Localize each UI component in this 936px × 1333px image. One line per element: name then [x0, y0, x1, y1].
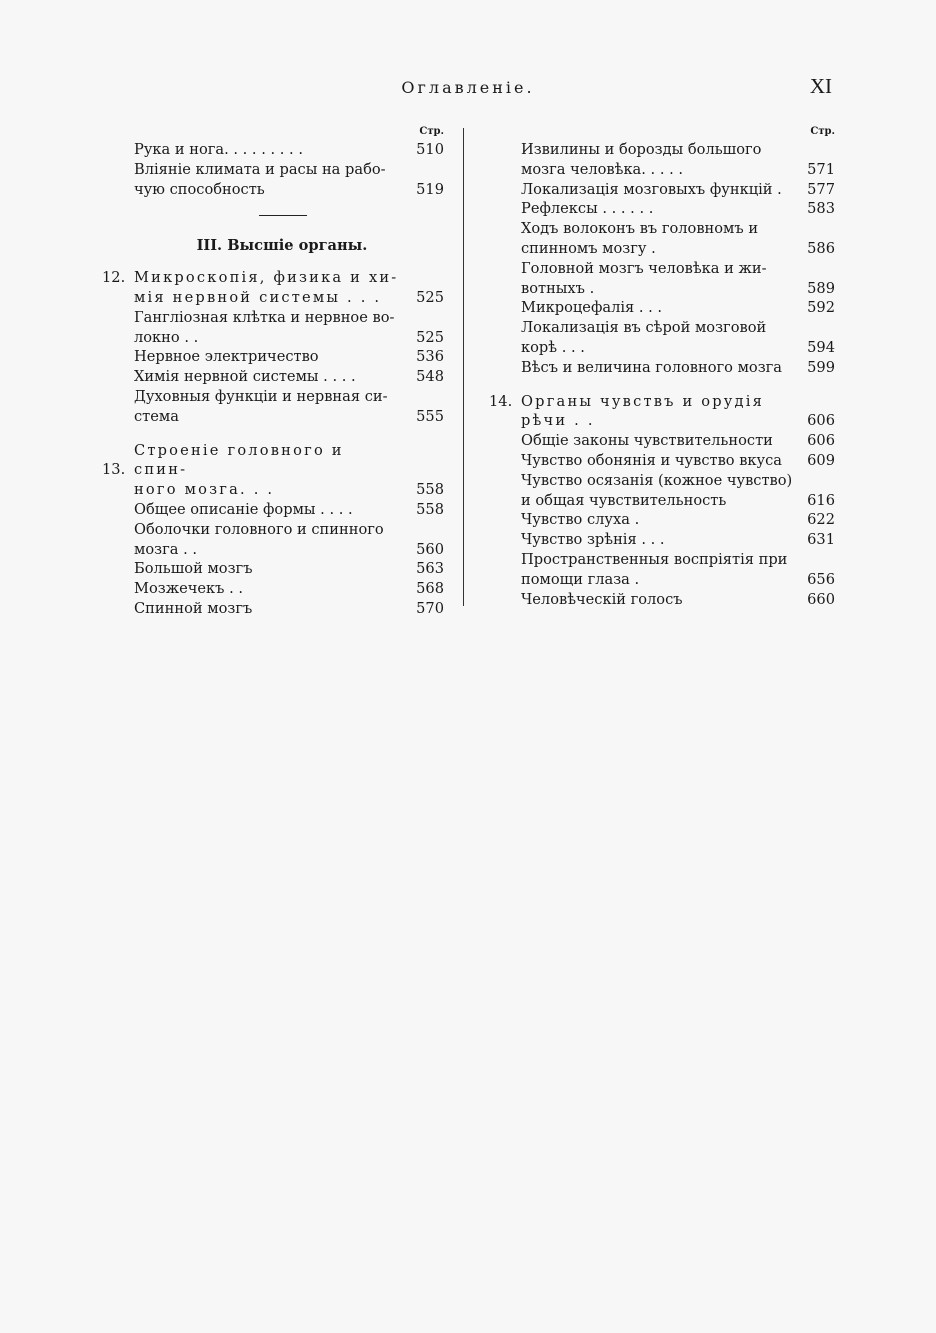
left-top-entries	[102, 140, 444, 199]
toc-entry-title: мія нервной системы . . .	[134, 288, 382, 306]
toc-entry-line	[102, 480, 444, 500]
toc-entry-title: мозга . .	[134, 540, 197, 558]
toc-entry-line	[102, 140, 444, 160]
toc-page-number: 548	[416, 368, 444, 386]
toc-entry-line	[489, 550, 835, 570]
toc-entry-title: Рука и нога. . . . . . . . .	[134, 141, 303, 158]
toc-entry-line	[489, 279, 835, 299]
right-chapter	[489, 392, 835, 610]
page-header-title: Оглавленіе.	[401, 78, 535, 97]
toc-entry-title: Чувство обонянія и чувство вкуса	[521, 451, 783, 469]
toc-entry-line	[489, 199, 835, 219]
toc-page-number: 568	[416, 580, 444, 598]
toc-entry-line	[489, 471, 835, 491]
toc-entry-line	[489, 259, 835, 279]
toc-entry-line	[102, 500, 444, 520]
toc-entry-title: и общая чувствительность	[521, 491, 727, 509]
toc-entry-title: Нервное электричество	[134, 348, 319, 366]
toc-entry-title: мозга человѣка. . . . .	[521, 160, 684, 178]
toc-entry-title: Извилины и борозды большого	[521, 141, 762, 158]
left-column	[102, 124, 444, 619]
toc-page-number: 592	[807, 299, 835, 317]
toc-entry-line	[102, 599, 444, 619]
toc-page-number: 660	[807, 590, 835, 608]
toc-entry-line	[102, 387, 444, 407]
toc-page-number: 525	[416, 328, 444, 346]
toc-entry-line	[489, 298, 835, 318]
left-chapters	[102, 268, 444, 619]
toc-entry-title: Человѣческій голосъ	[521, 590, 683, 608]
toc-entry-line	[102, 441, 444, 481]
right-items	[489, 140, 835, 378]
toc-entry-title: Мозжечекъ . .	[134, 580, 243, 598]
page-column-label: Стр.	[810, 126, 835, 137]
toc-page-number: 510	[416, 141, 444, 158]
toc-entry-line	[102, 160, 444, 180]
toc-page-number: 555	[416, 407, 444, 425]
toc-entry-title: Рефлексы . . . . . .	[521, 200, 654, 218]
toc-entry-line	[489, 491, 835, 511]
toc-entry-line	[102, 540, 444, 560]
toc-entry-title: Чувство осязанія (кожное чувство)	[521, 471, 793, 489]
toc-page-number: 563	[416, 560, 444, 578]
chapter-number: 12.	[102, 269, 126, 287]
toc-entry-line	[102, 328, 444, 348]
toc-entry-title: Ганглiозная клѣтка и нервное во-	[134, 308, 395, 326]
toc-entry-line	[102, 579, 444, 599]
toc-entry-line	[102, 347, 444, 367]
toc-page-number: 577	[807, 180, 835, 198]
toc-entry-title: Оболочки головного и спинного	[134, 520, 384, 538]
toc-entry-title: Общіе законы чувствительности	[521, 432, 773, 450]
toc-entry-line	[489, 219, 835, 239]
toc-entry-line	[102, 288, 444, 308]
column-divider	[463, 128, 464, 606]
page-number: XI	[809, 74, 832, 98]
toc-entry-title: Локализація мозговыхъ функцій .	[521, 180, 782, 198]
toc-entry-title: чую способность	[134, 180, 265, 198]
chapter-gap	[102, 427, 444, 441]
toc-page-number: 536	[416, 348, 444, 366]
toc-page-number: 631	[807, 531, 835, 549]
chapter-number: 13.	[102, 461, 126, 479]
toc-page-number: 583	[807, 200, 835, 218]
toc-page-number: 609	[807, 451, 835, 469]
toc-entry-title: Головной мозгъ человѣка и жи-	[521, 259, 767, 277]
toc-entry-title: Микроцефалія . . .	[521, 299, 663, 317]
toc-entry-line	[489, 239, 835, 259]
toc-page-number: 558	[416, 500, 444, 518]
section-heading: III. Высшіе органы.	[196, 237, 368, 255]
toc-entry-line	[489, 530, 835, 550]
toc-page-number: 525	[416, 288, 444, 306]
toc-page-number: 519	[416, 180, 444, 198]
toc-entry-line	[102, 308, 444, 328]
toc-entry-line	[489, 510, 835, 530]
toc-entry-line	[489, 411, 835, 431]
toc-page-number: 570	[416, 599, 444, 617]
toc-entry-title: Спинной мозгъ	[134, 599, 253, 617]
toc-entry-line	[489, 358, 835, 378]
toc-entry-title: Органы чувствъ и орудія	[521, 392, 765, 410]
toc-page-number: 599	[807, 358, 835, 376]
toc-page-number: 656	[807, 570, 835, 588]
toc-entry-line	[489, 451, 835, 471]
toc-entry-title: корѣ . . .	[521, 338, 585, 356]
toc-page-number: 571	[807, 160, 835, 178]
toc-entry-line	[489, 160, 835, 180]
toc-entry-line	[489, 570, 835, 590]
toc-entry-title: Вліяніе климата и расы на рабо-	[134, 160, 386, 178]
toc-entry-line	[102, 180, 444, 200]
toc-entry-title: Строеніе головного и спин-	[134, 441, 344, 479]
toc-entry-title: Химія нервной системы . . . .	[134, 368, 356, 386]
toc-entry-title: Духовныя функціи и нервная си-	[134, 387, 388, 405]
toc-entry-title: Большой мозгъ	[134, 560, 253, 578]
toc-page-number: 589	[807, 279, 835, 297]
toc-page-number: 586	[807, 239, 835, 257]
toc-entry-title: рѣчи . .	[521, 412, 595, 430]
toc-entry-title: локно . .	[134, 328, 199, 346]
toc-page-number: 622	[807, 511, 835, 529]
toc-entry-line	[102, 559, 444, 579]
right-column	[489, 124, 835, 609]
page-column-label: Стр.	[419, 126, 444, 137]
toc-entry-line	[102, 407, 444, 427]
toc-entry-title: ного мозга. . .	[134, 481, 275, 499]
toc-entry-title: спинномъ мозгу .	[521, 239, 656, 257]
toc-entry-line	[489, 338, 835, 358]
toc-entry-title: Чувство зрѣнія . . .	[521, 531, 665, 549]
toc-entry-line	[489, 180, 835, 200]
toc-page-number: 560	[416, 540, 444, 558]
toc-entry-line	[489, 140, 835, 160]
toc-entry-line	[102, 520, 444, 540]
toc-entry-title: Чувство слуха .	[521, 511, 640, 529]
toc-entry-line	[489, 392, 835, 412]
toc-entry-line	[489, 318, 835, 338]
toc-page-number: 606	[807, 412, 835, 430]
toc-page-number: 606	[807, 432, 835, 450]
toc-entry-title: Микроскопія, физика и хи-	[134, 269, 399, 287]
toc-entry-title: стема	[134, 407, 179, 425]
section-divider-rule	[259, 215, 307, 216]
toc-entry-title: Общее описаніе формы . . . .	[134, 500, 353, 518]
toc-page-number: 594	[807, 338, 835, 356]
toc-entry-line	[489, 590, 835, 610]
toc-entry-line	[102, 268, 444, 288]
toc-page-number: 558	[416, 481, 444, 499]
toc-entry-title: Локализація въ сѣрой мозговой	[521, 319, 767, 337]
toc-entry-title: вотныхъ .	[521, 279, 595, 297]
toc-entry-title: Вѣсъ и величина головного мозга	[521, 358, 783, 376]
toc-entry-title: Пространственныя воспріятія при	[521, 550, 788, 568]
toc-entry-title: помощи глаза .	[521, 570, 640, 588]
toc-page-number: 616	[807, 491, 835, 509]
toc-entry-line	[102, 367, 444, 387]
toc-entry-line	[489, 431, 835, 451]
toc-entry-title: Ходъ волоконъ въ головномъ и	[521, 220, 759, 238]
chapter-number: 14.	[489, 392, 513, 410]
